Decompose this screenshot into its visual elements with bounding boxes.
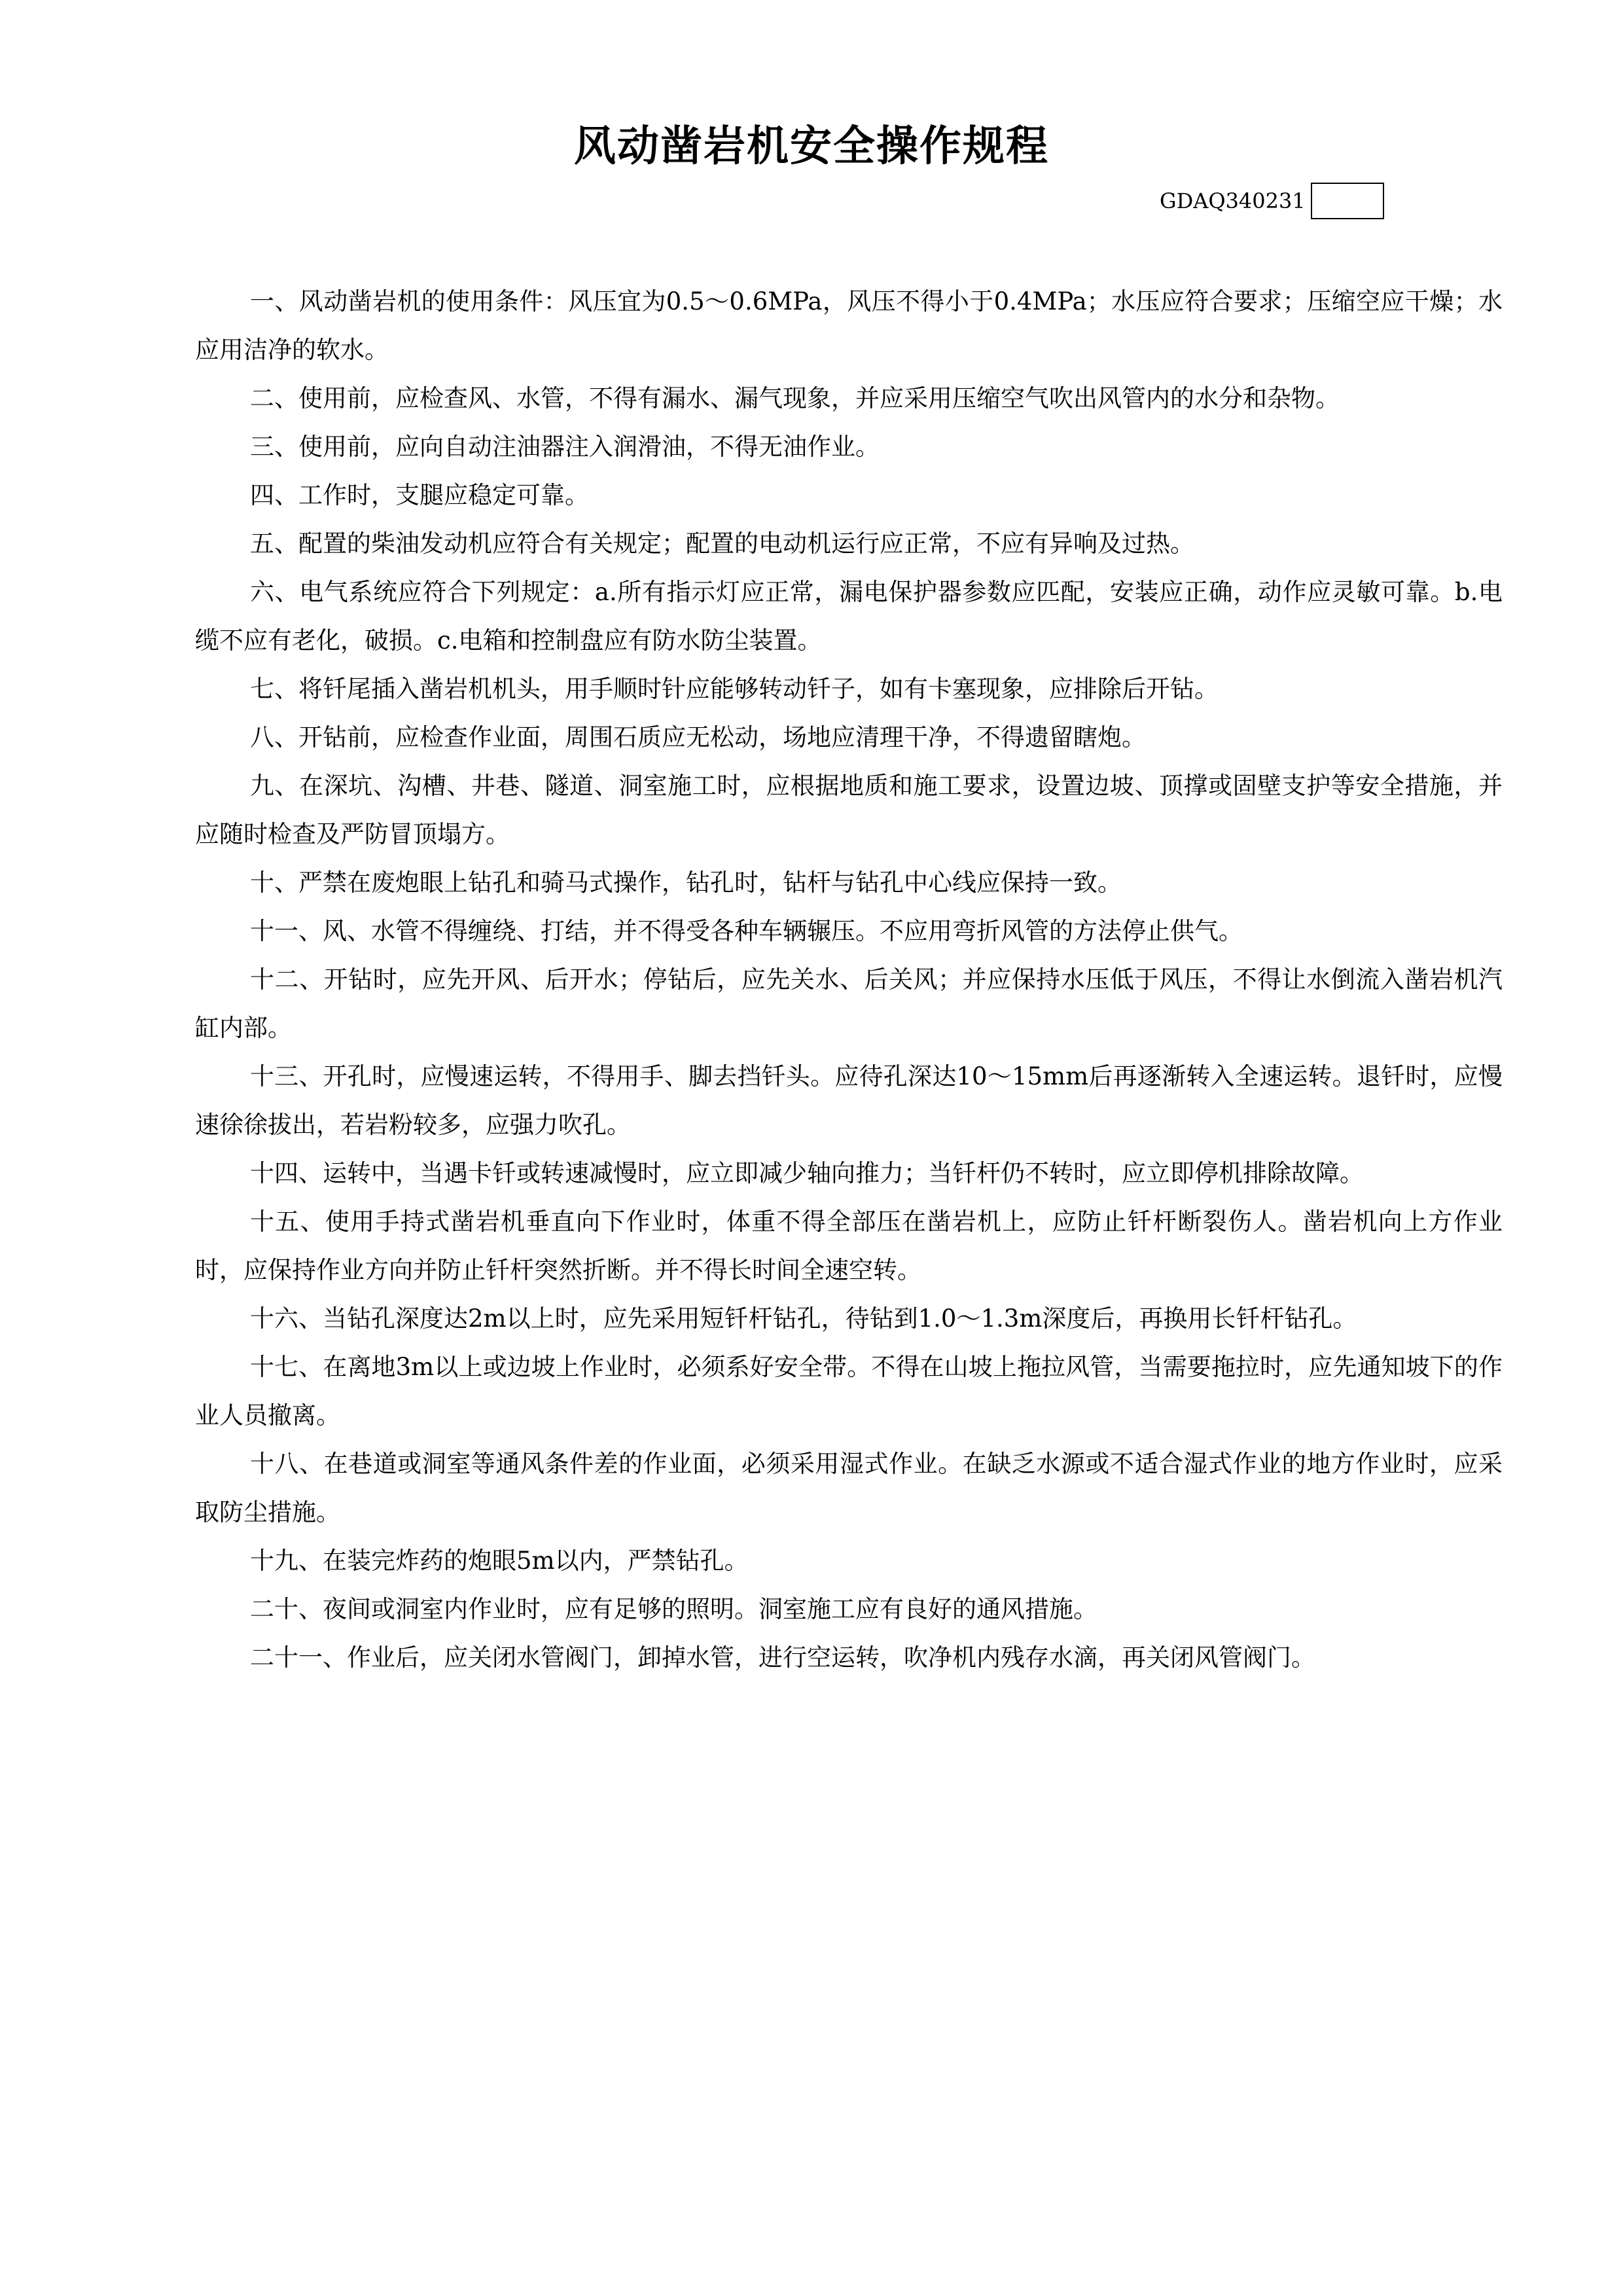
clause-11: 十一、风、水管不得缠绕、打结，并不得受各种车辆辗压。不应用弯折风管的方法停止供气。 [250,917,1243,945]
clause-15: 十五、使用手持式凿岩机垂直向下作业时，体重不得全部压在凿岩机上，应防止钎杆断裂伤人。凿岩机向上方作业时，应保持作业方向并防止钎杆突然折断。并不得长时间全速空转。 [195,1208,1503,1284]
clause-10: 十、严禁在废炮眼上钻孔和骑马式操作，钻孔时，钻杆与钻孔中心线应保持一致。 [250,869,1122,897]
clause-list [195,278,1503,1682]
clause-21: 二十一、作业后，应关闭水管阀门，卸掉水管，进行空运转，吹净机内残存水滴，再关闭风管阀门。 [250,1643,1315,1672]
clause-2: 二、使用前，应检查风、水管，不得有漏水、漏气现象，并应采用压缩空气吹出风管内的水分和杂物。 [250,384,1340,412]
clause-18: 十八、在巷道或洞室等通风条件差的作业面，必须采用湿式作业。在缺乏水源或不适合湿式作业的地方作业时，应采取防尘措施。 [195,1450,1503,1526]
clause-12: 十二、开钻时，应先开风、后开水；停钻后，应先关水、后关风；并应保持水压低于风压，不得让水倒流入凿岩机汽缸内部。 [195,965,1503,1042]
clause-16: 十六、当钻孔深度达2m以上时，应先采用短钎杆钻孔，待钻到1.0～1.3m深度后，再换用长钎杆钻孔。 [250,1304,1357,1333]
clause-14: 十四、运转中，当遇卡钎或转速减慢时，应立即减少轴向推力；当钎杆仍不转时，应立即停机排除故障。 [250,1159,1364,1187]
clause-19: 十九、在装完炸药的炮眼5m以内，严禁钻孔。 [250,1547,749,1575]
clause-8: 八、开钻前，应检查作业面，周围石质应无松动，场地应清理干净，不得遗留瞎炮。 [250,723,1146,751]
clause-3: 三、使用前，应向自动注油器注入润滑油，不得无油作业。 [250,433,880,461]
document-code: GDAQ340231 [1160,188,1306,213]
clause-4: 四、工作时，支腿应稳定可靠。 [250,481,589,509]
clause-7: 七、将钎尾插入凿岩机机头，用手顺时针应能够转动钎子，如有卡塞现象，应排除后开钻。 [250,675,1219,703]
document-code-box [1311,183,1384,219]
clause-9: 九、在深坑、沟槽、井巷、隧道、洞室施工时，应根据地质和施工要求，设置边坡、顶撑或固壁支护等安全措施，并应随时检查及严防冒顶塌方。 [195,772,1503,848]
clause-6: 六、电气系统应符合下列规定：a.所有指示灯应正常，漏电保护器参数应匹配，安装应正确，动作应灵敏可靠。b.电缆不应有老化，破损。c.电箱和控制盘应有防水防尘装置。 [195,578,1503,655]
page-title: 风动凿岩机安全操作规程 [574,122,1049,171]
clause-20: 二十、夜间或洞室内作业时，应有足够的照明。洞室施工应有良好的通风措施。 [250,1595,1097,1623]
clause-13: 十三、开孔时，应慢速运转，不得用手、脚去挡钎头。应待孔深达10～15mm后再逐渐转入全速运转。退钎时，应慢速徐徐拔出，若岩粉较多，应强力吹孔。 [195,1062,1503,1139]
clause-17: 十七、在离地3m以上或边坡上作业时，必须系好安全带。不得在山坡上拖拉风管，当需要拖拉时，应先通知坡下的作业人员撤离。 [195,1353,1503,1429]
document-code-row [1160,181,1384,221]
clause-1: 一、风动凿岩机的使用条件：风压宜为0.5～0.6MPa，风压不得小于0.4MPa；水压应符合要求；压缩空应干燥；水应用洁净的软水。 [195,287,1503,364]
clause-5: 五、配置的柴油发动机应符合有关规定；配置的电动机运行应正常，不应有异响及过热。 [250,529,1194,558]
